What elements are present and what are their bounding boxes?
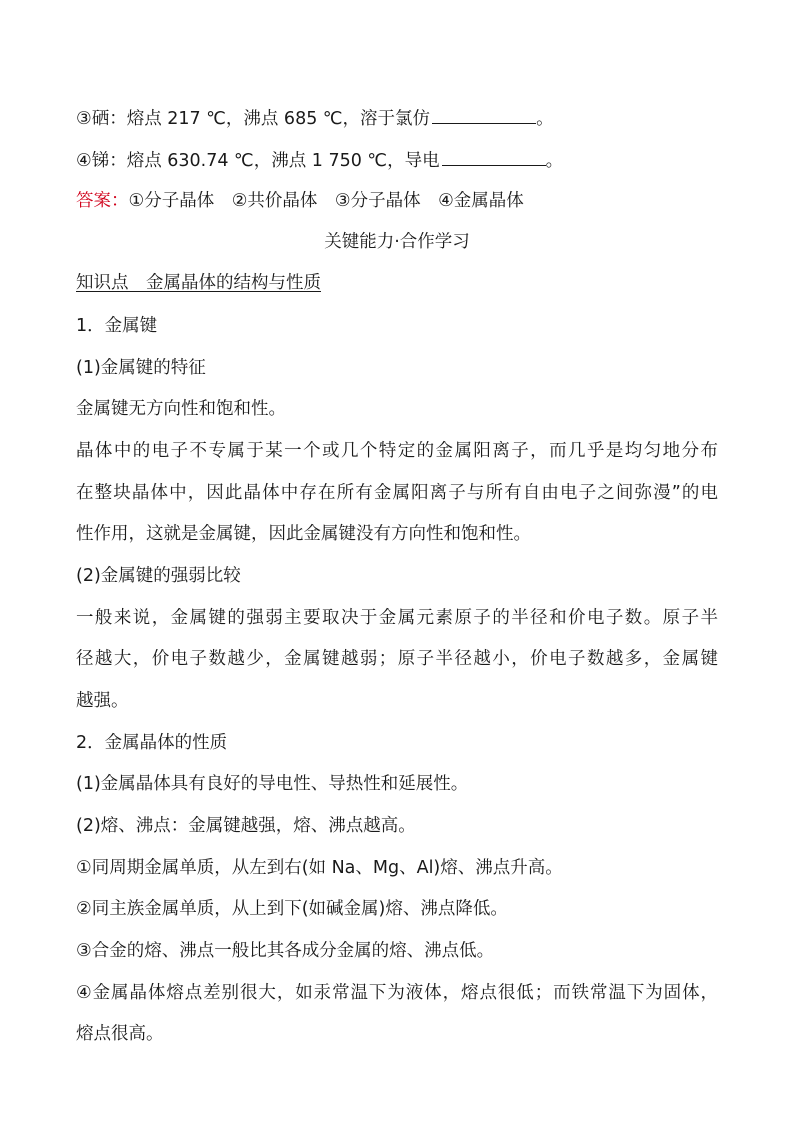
section-title: 关键能力·合作学习 xyxy=(324,232,470,252)
paragraph-electrons-line3: 性作用，这就是金属键，因此金属键没有方向性和饱和性。 xyxy=(76,524,531,544)
property-conductivity: (1)金属晶体具有良好的导电性、导热性和延展性。 xyxy=(76,774,469,794)
answer-text: ①分子晶体 ②共价晶体 ③分子晶体 ④金属晶体 xyxy=(128,191,524,211)
subheading-bond-strength: (2)金属键的强弱比较 xyxy=(76,566,241,586)
heading-crystal-properties: 2．金属晶体的性质 xyxy=(76,733,228,753)
subheading-bond-features: (1)金属键的特征 xyxy=(76,358,206,378)
answer-label: 答案： xyxy=(76,191,129,211)
answer-blank-4[interactable] xyxy=(442,148,546,166)
answer-line xyxy=(76,189,524,213)
list-item-range-line1: ④金属晶体熔点差别很大，如汞常温下为液体，熔点很低；而铁常温下为固体， xyxy=(76,983,718,1003)
list-item-period: ①同周期金属单质，从左到右(如 Na、Mg、Al)熔、沸点升高。 xyxy=(76,858,563,878)
paragraph-strength-line1: 一般来说，金属键的强弱主要取决于金属元素原子的半径和价电子数。原子半 xyxy=(76,608,718,628)
question-4-end: 。 xyxy=(545,151,564,171)
question-3-end: 。 xyxy=(536,109,554,129)
paragraph-electrons-line2: 在整块晶体中，因此晶体中存在所有金属阳离子与所有自由电子之间弥漫”的电 xyxy=(76,483,718,503)
answer-blank-3[interactable] xyxy=(432,106,536,124)
question-4-line xyxy=(76,148,563,173)
knowledge-point-heading: 知识点 金属晶体的结构与性质 xyxy=(76,273,321,293)
list-item-group: ②同主族金属单质，从上到下(如碱金属)熔、沸点降低。 xyxy=(76,899,508,919)
question-4-text: ④锑：熔点 630.74 ℃，沸点 1 750 ℃，导电 xyxy=(76,151,440,171)
paragraph-no-direction: 金属键无方向性和饱和性。 xyxy=(76,399,286,419)
property-melting-point: (2)熔、沸点：金属键越强，熔、沸点越高。 xyxy=(76,816,416,836)
question-3-text: ③硒：熔点 217 ℃，沸点 685 ℃，溶于氯仿 xyxy=(76,109,431,129)
list-item-alloy: ③合金的熔、沸点一般比其各成分金属的熔、沸点低。 xyxy=(76,941,495,961)
paragraph-electrons-line1: 晶体中的电子不专属于某一个或几个特定的金属阳离子，而几乎是均匀地分布 xyxy=(76,441,718,461)
question-3-line xyxy=(76,106,554,131)
list-item-range-line2: 熔点很高。 xyxy=(76,1024,164,1044)
heading-metal-bond: 1．金属键 xyxy=(76,316,158,336)
paragraph-strength-line3: 越强。 xyxy=(76,691,129,711)
paragraph-strength-line2: 径越大，价电子数越少，金属键越弱；原子半径越小，价电子数越多，金属键 xyxy=(76,649,718,669)
